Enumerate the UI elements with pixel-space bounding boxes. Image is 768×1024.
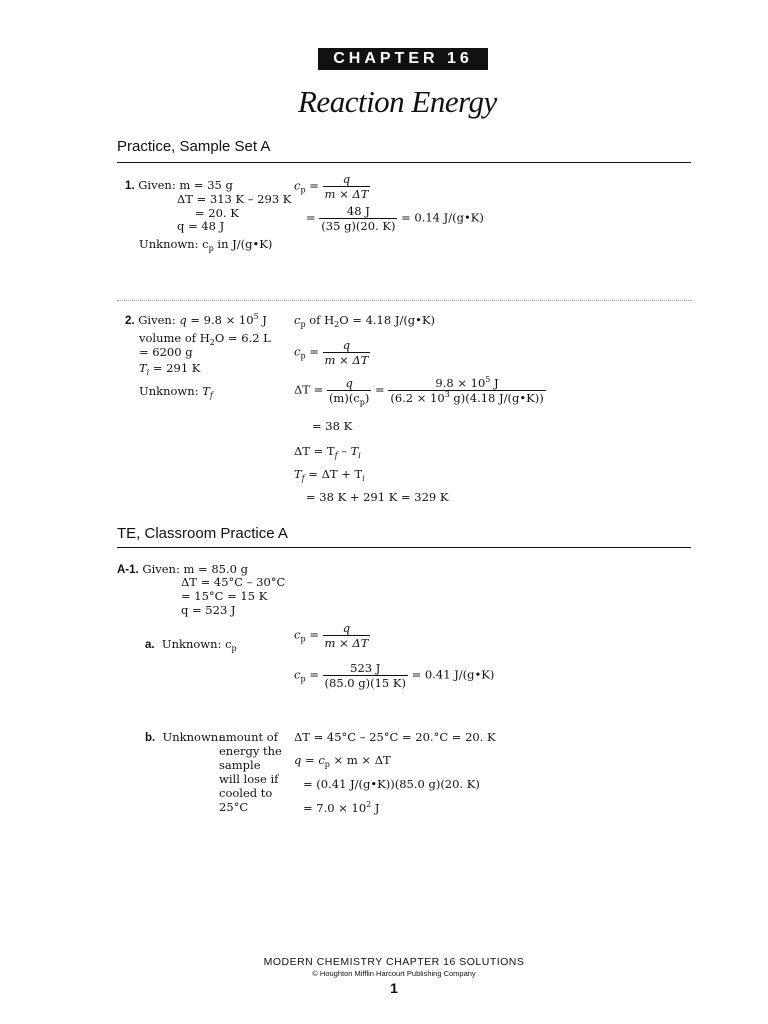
problem-divider bbox=[117, 300, 691, 301]
problem-2-unknown: Unknown: $T_f$ bbox=[139, 384, 213, 400]
given-delta-t-result: = 20. K bbox=[195, 206, 239, 220]
chapter-label: CHAPTER 16 bbox=[318, 48, 488, 70]
eq-specific-heat-calc: $c_p$ = $\frac{523 J}{(85.0 g)(15 K)}$ = 0.41 J/(g•K) bbox=[294, 661, 495, 690]
given-mass: = 6200 g bbox=[139, 345, 193, 359]
part-b-unknown: b. Unknown: bbox=[145, 730, 223, 744]
problem-1-unknown: Unknown: $c_p$ in J/(g•K) bbox=[139, 237, 273, 253]
eq-specific-heat-calc: = $\frac{48 J}{(35 g)(20. K)}$ = 0.14 J/(g•K) bbox=[306, 204, 484, 233]
eq-final-temp-definition: $T_f = \Delta T + T_i$ bbox=[294, 467, 365, 483]
given-delta-t: ΔT = 45°C – 30°C bbox=[181, 575, 286, 589]
footer-copyright: © Houghton Mifflin Harcourt Publishing Company bbox=[312, 969, 476, 978]
given-delta-t-result: = 15°C = 15 K bbox=[181, 589, 268, 603]
problem-1-given: 1. Given: m = 35 g bbox=[125, 178, 233, 192]
problem-number: 1. bbox=[125, 180, 135, 192]
given-mass: m = 85.0 g bbox=[183, 562, 248, 576]
given-volume: volume of $H_2O = 6.2$ L bbox=[139, 331, 271, 347]
problem-number: A-1. bbox=[117, 564, 139, 576]
eq-cp-water: $c_p$ of $H_2O = 4.18$ J/(g•K) bbox=[294, 313, 436, 329]
eq-heat-substitution: = (0.41 J/(g•K))(85.0 g)(20. K) bbox=[303, 777, 480, 791]
eq-final-temp-result: = 38 K + 291 K = 329 K bbox=[306, 490, 449, 504]
eq-delta-t-calc: ΔT = 45°C – 25°C = 20.°C = 20. K bbox=[294, 730, 496, 744]
section-heading-practice: Practice, Sample Set A bbox=[117, 138, 271, 155]
given-heat: q = 48 J bbox=[177, 219, 225, 233]
chapter-title: Reaction Energy bbox=[298, 84, 497, 119]
eq-delta-t-calc: ΔT = $\frac{q}{(m)(c_p)}$ = $\frac{9.8 \times 10^5 J}{(6.2 \times 10^3 g)(4.18 J/(g•K))}$ bbox=[294, 375, 544, 407]
eq-specific-heat-formula: $c_p$ = $\frac{q}{m \times \Delta T}$ bbox=[294, 621, 369, 650]
eq-specific-heat-formula: $c_p$ = $\frac{q}{m \times \Delta T}$ bbox=[294, 338, 369, 367]
problem-number: 2. bbox=[125, 315, 135, 327]
eq-delta-t-definition: $\Delta T = T_f - T_i$ bbox=[294, 444, 361, 460]
given-delta-t: ΔT = 313 K – 293 K bbox=[177, 192, 292, 206]
eq-delta-t-result: = 38 K bbox=[312, 419, 353, 433]
part-b-description: amount of energy the sample will lose if cooled to 25°C bbox=[219, 730, 282, 814]
footer-title: MODERN CHEMISTRY CHAPTER 16 SOLUTIONS bbox=[263, 956, 525, 968]
page-number: 1 bbox=[390, 980, 398, 996]
part-a-unknown: a. Unknown: $c_p$ bbox=[145, 637, 237, 653]
section-heading-classroom: TE, Classroom Practice A bbox=[117, 525, 288, 542]
given-initial-temp: $T_i = 291$ K bbox=[139, 361, 201, 377]
given-mass: m = 35 g bbox=[179, 178, 233, 192]
given-heat: q = 523 J bbox=[181, 603, 236, 617]
eq-heat-formula: $q = c_p \times m \times \Delta T$ bbox=[294, 753, 391, 769]
problem-a1-given: A-1. Given: m = 85.0 g bbox=[117, 562, 248, 576]
eq-specific-heat-formula: $c_p$ = $\frac{q}{m \times \Delta T}$ bbox=[294, 172, 369, 201]
eq-heat-result: = $7.0 \times 10^2$ J bbox=[303, 800, 380, 815]
section-rule bbox=[117, 547, 691, 548]
problem-2-given: 2. Given: $q = 9.8 \times 10^5$ J bbox=[125, 312, 267, 327]
section-rule bbox=[117, 162, 691, 163]
